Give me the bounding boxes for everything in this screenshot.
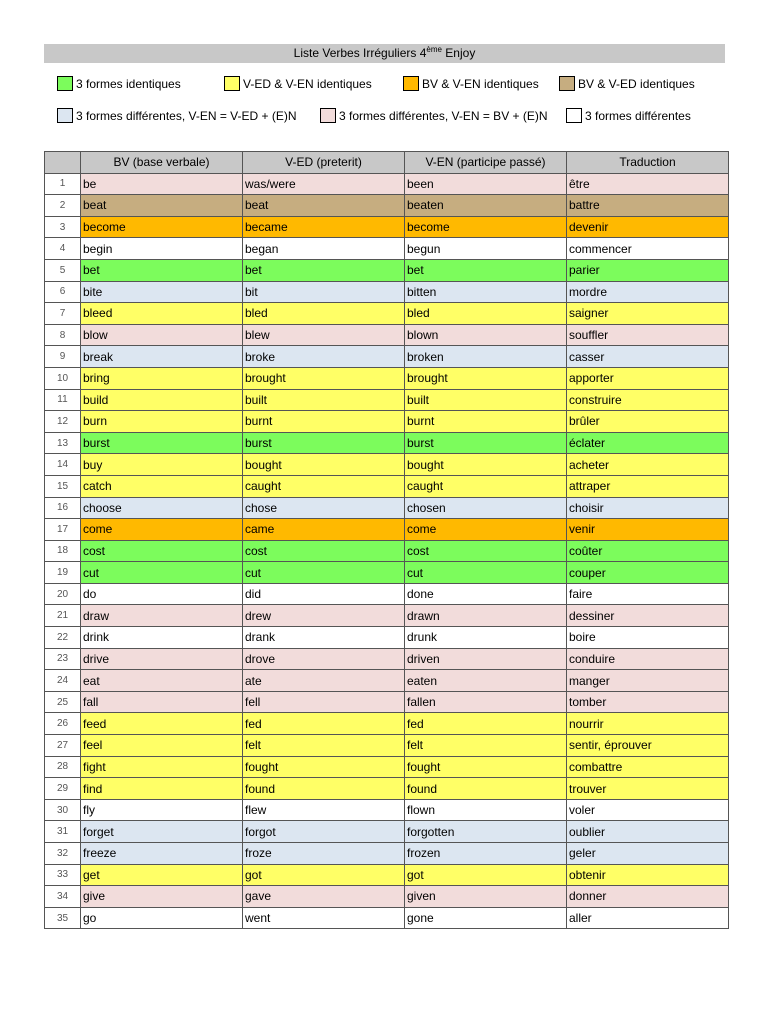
cell-ved: bit — [243, 281, 405, 303]
cell-ven: eaten — [405, 670, 567, 692]
cell-ven: bitten — [405, 281, 567, 303]
cell-bv: give — [81, 886, 243, 908]
legend-label: 3 formes identiques — [76, 76, 181, 91]
table-row — [45, 475, 729, 497]
table-row — [45, 519, 729, 541]
cell-ven: chosen — [405, 497, 567, 519]
row-number: 5 — [45, 259, 81, 281]
cell-ved: ate — [243, 670, 405, 692]
cell-traduction: couper — [567, 562, 729, 584]
cell-bv: beat — [81, 195, 243, 217]
cell-bv: choose — [81, 497, 243, 519]
cell-traduction: dessiner — [567, 605, 729, 627]
row-number: 25 — [45, 691, 81, 713]
cell-ven: got — [405, 864, 567, 886]
row-number: 22 — [45, 627, 81, 649]
legend-swatch — [320, 108, 336, 123]
cell-traduction: devenir — [567, 216, 729, 238]
cell-traduction: parier — [567, 259, 729, 281]
cell-bv: begin — [81, 238, 243, 260]
cell-bv: find — [81, 778, 243, 800]
cell-traduction: nourrir — [567, 713, 729, 735]
cell-ven: been — [405, 173, 567, 195]
cell-bv: fly — [81, 799, 243, 821]
cell-ven: cut — [405, 562, 567, 584]
cell-traduction: battre — [567, 195, 729, 217]
table-row — [45, 346, 729, 368]
row-number: 31 — [45, 821, 81, 843]
table-row — [45, 216, 729, 238]
cell-ved: fed — [243, 713, 405, 735]
cell-ven: done — [405, 583, 567, 605]
legend-swatch — [57, 76, 73, 91]
cell-bv: build — [81, 389, 243, 411]
cell-traduction: saigner — [567, 303, 729, 325]
table-row — [45, 799, 729, 821]
cell-ved: caught — [243, 475, 405, 497]
cell-ven: cost — [405, 540, 567, 562]
cell-ved: blew — [243, 324, 405, 346]
cell-bv: buy — [81, 454, 243, 476]
cell-ved: felt — [243, 735, 405, 757]
cell-ven: blown — [405, 324, 567, 346]
row-number: 35 — [45, 907, 81, 929]
header-ven: V-EN (participe passé) — [405, 152, 567, 174]
table-row — [45, 735, 729, 757]
cell-ven: drawn — [405, 605, 567, 627]
row-number: 2 — [45, 195, 81, 217]
cell-bv: feel — [81, 735, 243, 757]
cell-ved: bought — [243, 454, 405, 476]
cell-traduction: oublier — [567, 821, 729, 843]
cell-traduction: obtenir — [567, 864, 729, 886]
cell-ved: burnt — [243, 411, 405, 433]
table-row — [45, 648, 729, 670]
row-number: 11 — [45, 389, 81, 411]
row-number: 3 — [45, 216, 81, 238]
cell-traduction: voler — [567, 799, 729, 821]
row-number: 9 — [45, 346, 81, 368]
cell-ven: drunk — [405, 627, 567, 649]
cell-ven: caught — [405, 475, 567, 497]
cell-traduction: éclater — [567, 432, 729, 454]
cell-ven: bought — [405, 454, 567, 476]
cell-ven: broken — [405, 346, 567, 368]
row-number: 19 — [45, 562, 81, 584]
cell-ved: beat — [243, 195, 405, 217]
cell-ven: felt — [405, 735, 567, 757]
legend-item-identical — [57, 76, 181, 91]
legend-label: 3 formes différentes, V-EN = V-ED + (E)N — [76, 108, 297, 123]
cell-ven: burst — [405, 432, 567, 454]
cell-ved: went — [243, 907, 405, 929]
cell-ved: drank — [243, 627, 405, 649]
cell-ved: drew — [243, 605, 405, 627]
row-number: 15 — [45, 475, 81, 497]
cell-bv: bet — [81, 259, 243, 281]
cell-ven: forgotten — [405, 821, 567, 843]
cell-ved: gave — [243, 886, 405, 908]
cell-bv: draw — [81, 605, 243, 627]
cell-bv: go — [81, 907, 243, 929]
cell-traduction: sentir, éprouver — [567, 735, 729, 757]
cell-ven: beaten — [405, 195, 567, 217]
row-number: 10 — [45, 367, 81, 389]
table-row — [45, 389, 729, 411]
legend-item-ved-ven — [224, 76, 372, 91]
row-number: 32 — [45, 843, 81, 865]
cell-traduction: combattre — [567, 756, 729, 778]
table-row — [45, 432, 729, 454]
cell-bv: break — [81, 346, 243, 368]
cell-ved: drove — [243, 648, 405, 670]
table-row — [45, 756, 729, 778]
row-number: 7 — [45, 303, 81, 325]
legend-item-bv-ven — [403, 76, 539, 91]
cell-traduction: souffler — [567, 324, 729, 346]
cell-ven: fallen — [405, 691, 567, 713]
cell-ved: fell — [243, 691, 405, 713]
legend-swatch — [403, 76, 419, 91]
cell-ved: built — [243, 389, 405, 411]
table-row — [45, 843, 729, 865]
row-number: 28 — [45, 756, 81, 778]
cell-ved: found — [243, 778, 405, 800]
row-number: 23 — [45, 648, 81, 670]
cell-traduction: venir — [567, 519, 729, 541]
legend-label: 3 formes différentes, V-EN = BV + (E)N — [339, 108, 548, 123]
row-number: 30 — [45, 799, 81, 821]
cell-ven: driven — [405, 648, 567, 670]
cell-ved: did — [243, 583, 405, 605]
table-row — [45, 238, 729, 260]
table-row — [45, 713, 729, 735]
cell-bv: freeze — [81, 843, 243, 865]
row-number: 33 — [45, 864, 81, 886]
cell-ven: flown — [405, 799, 567, 821]
cell-traduction: brûler — [567, 411, 729, 433]
row-number: 4 — [45, 238, 81, 260]
cell-traduction: coûter — [567, 540, 729, 562]
cell-bv: blow — [81, 324, 243, 346]
legend-item-diff-bv — [320, 108, 548, 123]
row-number: 21 — [45, 605, 81, 627]
cell-ved: flew — [243, 799, 405, 821]
row-number: 24 — [45, 670, 81, 692]
row-number: 18 — [45, 540, 81, 562]
cell-ven: brought — [405, 367, 567, 389]
table-row — [45, 821, 729, 843]
cell-bv: eat — [81, 670, 243, 692]
legend-swatch — [559, 76, 575, 91]
header-bv: BV (base verbale) — [81, 152, 243, 174]
cell-ven: built — [405, 389, 567, 411]
cell-bv: catch — [81, 475, 243, 497]
cell-traduction: conduire — [567, 648, 729, 670]
cell-ved: broke — [243, 346, 405, 368]
cell-ven: found — [405, 778, 567, 800]
cell-traduction: acheter — [567, 454, 729, 476]
title-main: Liste Verbes Irréguliers 4 — [293, 46, 427, 60]
cell-bv: burn — [81, 411, 243, 433]
cell-traduction: construire — [567, 389, 729, 411]
legend-item-different — [566, 108, 691, 123]
cell-bv: cut — [81, 562, 243, 584]
cell-traduction: trouver — [567, 778, 729, 800]
cell-ven: given — [405, 886, 567, 908]
cell-ved: burst — [243, 432, 405, 454]
cell-traduction: boire — [567, 627, 729, 649]
row-number: 27 — [45, 735, 81, 757]
cell-traduction: attraper — [567, 475, 729, 497]
cell-traduction: être — [567, 173, 729, 195]
cell-bv: bleed — [81, 303, 243, 325]
cell-ven: frozen — [405, 843, 567, 865]
legend-swatch — [566, 108, 582, 123]
cell-ved: froze — [243, 843, 405, 865]
table-row — [45, 173, 729, 195]
table-row — [45, 691, 729, 713]
row-number: 8 — [45, 324, 81, 346]
cell-traduction: casser — [567, 346, 729, 368]
table-row — [45, 454, 729, 476]
cell-ven: bet — [405, 259, 567, 281]
table-row — [45, 259, 729, 281]
legend-label: V-ED & V-EN identiques — [243, 76, 372, 91]
cell-ven: begun — [405, 238, 567, 260]
row-number: 20 — [45, 583, 81, 605]
cell-bv: fall — [81, 691, 243, 713]
cell-traduction: geler — [567, 843, 729, 865]
cell-bv: feed — [81, 713, 243, 735]
cell-ved: was/were — [243, 173, 405, 195]
cell-bv: become — [81, 216, 243, 238]
row-number: 16 — [45, 497, 81, 519]
cell-ven: become — [405, 216, 567, 238]
cell-traduction: mordre — [567, 281, 729, 303]
cell-bv: be — [81, 173, 243, 195]
legend-item-diff-ved — [57, 108, 297, 123]
cell-bv: burst — [81, 432, 243, 454]
table-row — [45, 195, 729, 217]
table-row — [45, 583, 729, 605]
row-number: 34 — [45, 886, 81, 908]
legend-label: 3 formes différentes — [585, 108, 691, 123]
row-number: 1 — [45, 173, 81, 195]
cell-bv: bite — [81, 281, 243, 303]
cell-ved: forgot — [243, 821, 405, 843]
header-num — [45, 152, 81, 174]
legend-item-bv-ved — [559, 76, 695, 91]
legend-swatch — [224, 76, 240, 91]
header-traduction: Traduction — [567, 152, 729, 174]
table-row — [45, 562, 729, 584]
cell-traduction: commencer — [567, 238, 729, 260]
legend-swatch — [57, 108, 73, 123]
cell-ved: bled — [243, 303, 405, 325]
header-ved: V-ED (preterit) — [243, 152, 405, 174]
cell-bv: drink — [81, 627, 243, 649]
table-row — [45, 411, 729, 433]
cell-traduction: donner — [567, 886, 729, 908]
title-superscript: ème — [426, 45, 442, 54]
cell-bv: do — [81, 583, 243, 605]
table-row — [45, 670, 729, 692]
table-row — [45, 864, 729, 886]
cell-ved: chose — [243, 497, 405, 519]
row-number: 6 — [45, 281, 81, 303]
cell-ved: cut — [243, 562, 405, 584]
page-title — [44, 44, 725, 63]
legend-label: BV & V-EN identiques — [422, 76, 539, 91]
table-row — [45, 907, 729, 929]
cell-traduction: choisir — [567, 497, 729, 519]
table-row — [45, 281, 729, 303]
table-row — [45, 303, 729, 325]
cell-ven: come — [405, 519, 567, 541]
row-number: 13 — [45, 432, 81, 454]
row-number: 12 — [45, 411, 81, 433]
cell-ved: got — [243, 864, 405, 886]
legend-label: BV & V-ED identiques — [578, 76, 695, 91]
table-row — [45, 627, 729, 649]
title-suffix: Enjoy — [441, 46, 476, 60]
cell-ved: came — [243, 519, 405, 541]
table-row — [45, 540, 729, 562]
row-number: 17 — [45, 519, 81, 541]
table-row — [45, 324, 729, 346]
cell-traduction: manger — [567, 670, 729, 692]
cell-ven: burnt — [405, 411, 567, 433]
cell-ved: became — [243, 216, 405, 238]
cell-traduction: tomber — [567, 691, 729, 713]
row-number: 29 — [45, 778, 81, 800]
verb-table — [44, 151, 729, 929]
cell-traduction: faire — [567, 583, 729, 605]
row-number: 26 — [45, 713, 81, 735]
cell-ved: bet — [243, 259, 405, 281]
cell-bv: bring — [81, 367, 243, 389]
cell-traduction: apporter — [567, 367, 729, 389]
table-row — [45, 778, 729, 800]
cell-bv: drive — [81, 648, 243, 670]
cell-ved: cost — [243, 540, 405, 562]
cell-ven: gone — [405, 907, 567, 929]
table-row — [45, 367, 729, 389]
cell-ved: fought — [243, 756, 405, 778]
cell-bv: get — [81, 864, 243, 886]
cell-ven: fed — [405, 713, 567, 735]
cell-bv: forget — [81, 821, 243, 843]
table-header-row — [45, 152, 729, 174]
cell-ved: brought — [243, 367, 405, 389]
cell-bv: cost — [81, 540, 243, 562]
cell-traduction: aller — [567, 907, 729, 929]
table-row — [45, 886, 729, 908]
cell-ven: bled — [405, 303, 567, 325]
cell-bv: fight — [81, 756, 243, 778]
cell-ven: fought — [405, 756, 567, 778]
cell-ved: began — [243, 238, 405, 260]
table-row — [45, 497, 729, 519]
cell-bv: come — [81, 519, 243, 541]
table-row — [45, 605, 729, 627]
row-number: 14 — [45, 454, 81, 476]
